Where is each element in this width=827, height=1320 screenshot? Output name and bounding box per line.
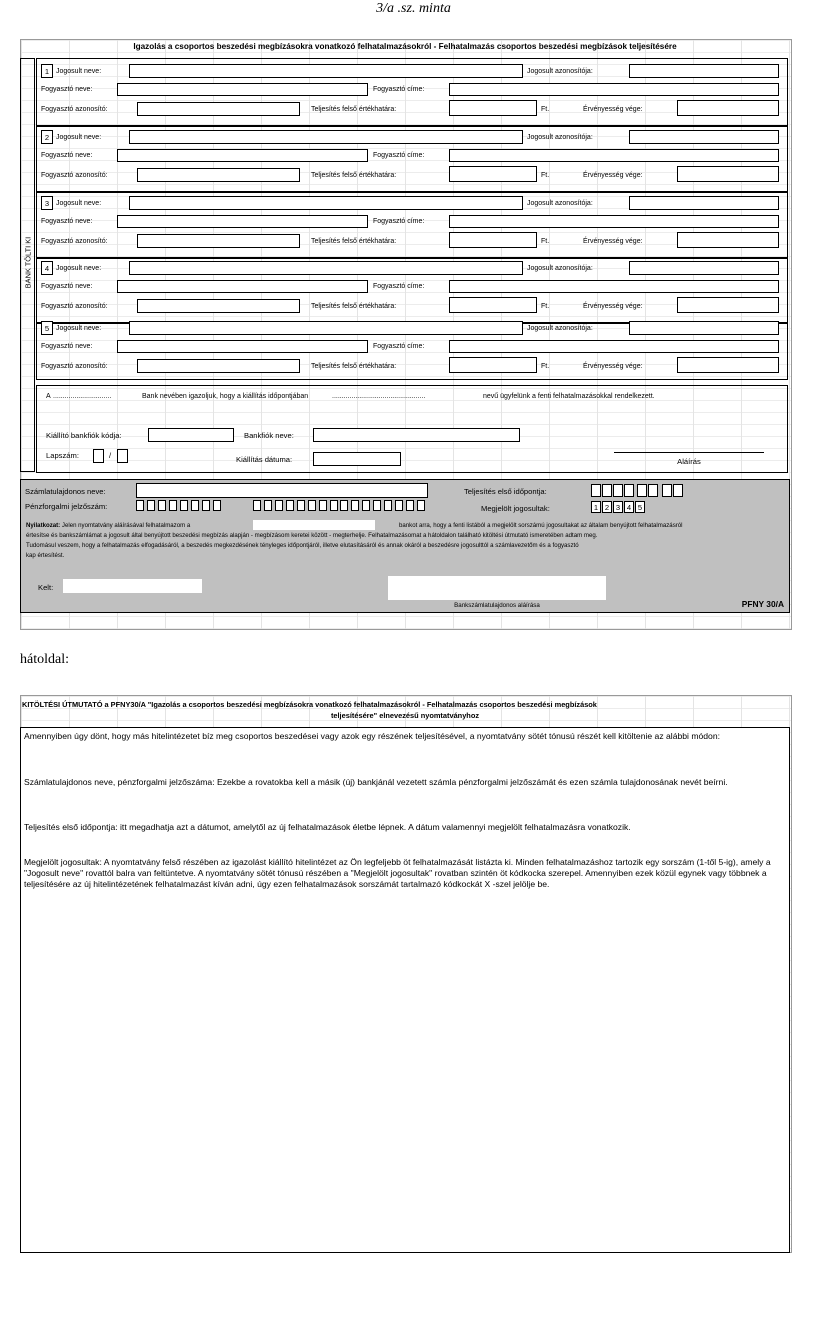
jogosult-neve-label: Jogosult neve: bbox=[56, 200, 102, 207]
fogyaszto-neve-field[interactable] bbox=[117, 215, 368, 228]
bankfiok-neve-field[interactable] bbox=[313, 428, 520, 442]
account-digit-cell[interactable] bbox=[373, 500, 381, 511]
declaration-3: Tudomásul veszem, hogy a felhatalmazás elfogadásáról, a beszedés megkezdésének tényleges időpontjáról, illetve elutasításáról és annak okáról a beszedésre jogosulttól a számlavezetőm és a fogyasztó bbox=[26, 542, 579, 549]
lapszam-slash: / bbox=[109, 451, 112, 460]
account-digit-cell[interactable] bbox=[362, 500, 370, 511]
ervenyesseg-vege-label: Érvényesség vége: bbox=[583, 238, 643, 245]
account-digit-cell[interactable] bbox=[351, 500, 359, 511]
account-digit-cell[interactable] bbox=[384, 500, 392, 511]
ft-label: Ft. bbox=[541, 106, 550, 113]
signature-line bbox=[614, 452, 764, 453]
fogyaszto-neve-field[interactable] bbox=[117, 149, 368, 162]
date-digit-cell[interactable] bbox=[637, 484, 647, 497]
account-digit-cell[interactable] bbox=[202, 500, 210, 511]
account-digit-cell[interactable] bbox=[286, 500, 294, 511]
ft-label: Ft. bbox=[541, 363, 550, 370]
declaration-4: kap értesítést. bbox=[26, 552, 65, 559]
form-code: PFNY 30/A bbox=[741, 599, 784, 609]
jogosult-azonositoja-label: Jogosult azonosítója: bbox=[527, 325, 593, 332]
code-cell-4[interactable]: 4 bbox=[624, 501, 634, 513]
jogosult-neve-field[interactable] bbox=[129, 130, 523, 144]
declaration-1a: Jelen nyomtatvány aláírásával felhatalmazom a bbox=[61, 522, 191, 529]
alairas-label: Aláírás bbox=[677, 457, 701, 466]
jogosult-azonositoja-label: Jogosult azonosítója: bbox=[527, 68, 593, 75]
account-digit-cell[interactable] bbox=[275, 500, 283, 511]
ervenyesseg-vege-label: Érvényesség vége: bbox=[583, 106, 643, 113]
jogosult-neve-field[interactable] bbox=[129, 196, 523, 210]
declaration-2: értesítse és bankszámlámat a jogosult által benyújtott beszedési megbízás alapján - megbízásom keretei között - megterhelje. Felhatalmazásomat a hátoldalon található kitöltési útmutató ismeretében adtam meg. bbox=[26, 532, 598, 539]
teljesites-felso-label: Teljesítés felső értékhatára: bbox=[311, 172, 397, 179]
account-digit-cell[interactable] bbox=[264, 500, 272, 511]
fogyaszto-azonosito-field[interactable] bbox=[137, 299, 300, 313]
fogyaszto-azonosito-field[interactable] bbox=[137, 234, 300, 248]
back-paragraph-3: Teljesítés első időpontja: itt megadhatja azt a dátumot, amelytől az új felhatalmazások életbe lépnek. A dátum valamennyi megjelölt felhatalmazásra vonatkozik. bbox=[24, 822, 631, 832]
ervenyesseg-vege-field[interactable] bbox=[677, 100, 779, 116]
entry-number-3: 3 bbox=[41, 196, 53, 210]
teljesites-felso-field[interactable] bbox=[449, 100, 537, 116]
kiallitas-datuma-label: Kiállítás dátuma: bbox=[236, 455, 293, 464]
declaration-bold: Nyilatkozat: bbox=[26, 522, 61, 529]
fogyaszto-azonosito-label: Fogyasztó azonosító: bbox=[41, 363, 108, 370]
back-paragraph-2: Számlatulajdonos neve, pénzforgalmi jelzőszáma: Ezekbe a rovatokba kell a másik (új) bankjánál vezetett számla pénzforgalmi jelzőszámát és ezen számla tulajdonosának nevét beírni. bbox=[24, 777, 728, 787]
teljesites-felso-field[interactable] bbox=[449, 232, 537, 248]
jogosult-neve-field[interactable] bbox=[129, 64, 523, 78]
date-digit-cell[interactable] bbox=[613, 484, 623, 497]
date-digit-cell[interactable] bbox=[624, 484, 634, 497]
entry-number-4: 4 bbox=[41, 261, 53, 275]
teljesites-felso-label: Teljesítés felső értékhatára: bbox=[311, 238, 397, 245]
teljesites-felso-label: Teljesítés felső értékhatára: bbox=[311, 303, 397, 310]
teljesites-felso-label: Teljesítés felső értékhatára: bbox=[311, 106, 397, 113]
teljesites-felso-field[interactable] bbox=[449, 357, 537, 373]
back-text-frame bbox=[20, 727, 790, 1253]
back-heading: hátoldal: bbox=[20, 652, 69, 667]
fogyaszto-azonosito-field[interactable] bbox=[137, 168, 300, 182]
date-digit-cell[interactable] bbox=[602, 484, 612, 497]
account-digit-cell[interactable] bbox=[213, 500, 221, 511]
certify-dots-2: ................................................ bbox=[332, 393, 426, 400]
entry-separator bbox=[36, 257, 788, 259]
ervenyesseg-vege-label: Érvényesség vége: bbox=[583, 303, 643, 310]
back-title-line2: teljesítésére" elnevezésű nyomtatványhoz bbox=[330, 711, 480, 720]
ervenyesseg-vege-field[interactable] bbox=[677, 297, 779, 313]
jogosult-neve-field[interactable] bbox=[129, 321, 523, 335]
fogyaszto-neve-label: Fogyasztó neve: bbox=[41, 218, 93, 225]
entry-number-5: 5 bbox=[41, 321, 53, 335]
ft-label: Ft. bbox=[541, 172, 550, 179]
teljesites-felso-label: Teljesítés felső értékhatára: bbox=[311, 363, 397, 370]
account-digit-cell[interactable] bbox=[158, 500, 166, 511]
fogyaszto-cime-label: Fogyasztó címe: bbox=[373, 283, 425, 290]
teljesites-felso-field[interactable] bbox=[449, 166, 537, 182]
date-digit-cell[interactable] bbox=[648, 484, 658, 497]
jogosult-azonositoja-field[interactable] bbox=[629, 321, 779, 335]
account-digit-cell[interactable] bbox=[395, 500, 403, 511]
fogyaszto-cime-label: Fogyasztó címe: bbox=[373, 343, 425, 350]
fogyaszto-cime-label: Fogyasztó címe: bbox=[373, 218, 425, 225]
teljesites-elso-label: Teljesítés első időpontja: bbox=[464, 487, 547, 496]
bank-side-label: BANK TÖLTI KI bbox=[23, 236, 33, 289]
date-digit-cell[interactable] bbox=[673, 484, 683, 497]
megjelolt-jogosultak-label: Megjelölt jogosultak: bbox=[481, 504, 550, 513]
fogyaszto-cime-label: Fogyasztó címe: bbox=[373, 152, 425, 159]
signature-caption: Bankszámlatulajdonos aláírása bbox=[454, 602, 540, 609]
sample-title: 3/a .sz. minta bbox=[376, 1, 451, 16]
code-cell-5[interactable]: 5 bbox=[635, 501, 645, 513]
back-title-line1: KITÖLTÉSI ÚTMUTATÓ a PFNY30/A "Igazolás a csoportos beszedési megbízásokra vonatkozó felhatalmazásokról - Felhatalmazás csoportos beszedési megbízások bbox=[22, 700, 597, 709]
fogyaszto-azonosito-label: Fogyasztó azonosító: bbox=[41, 303, 108, 310]
lapszam-label: Lapszám: bbox=[46, 451, 79, 460]
account-digit-cell[interactable] bbox=[147, 500, 155, 511]
date-digit-cell[interactable] bbox=[662, 484, 672, 497]
account-digit-cell[interactable] bbox=[406, 500, 414, 511]
jogosult-azonositoja-field[interactable] bbox=[629, 130, 779, 144]
code-cell-3[interactable]: 3 bbox=[613, 501, 623, 513]
jogosult-azonositoja-field[interactable] bbox=[629, 64, 779, 78]
lapszam-field-1[interactable] bbox=[93, 449, 104, 463]
account-digit-cell[interactable] bbox=[417, 500, 425, 511]
fogyaszto-cime-field[interactable] bbox=[449, 215, 779, 228]
account-digit-cell[interactable] bbox=[319, 500, 327, 511]
back-paragraph-1: Amennyiben úgy dönt, hogy más hitelintézetet bíz meg csoportos beszedései vagy azok egy részének teljesítésével, a nyomtatvány sötét tónusú részét kell kitöltenie az alábbi módon: bbox=[24, 731, 721, 741]
szamlatulajdonos-neve-label: Számlatulajdonos neve: bbox=[25, 487, 106, 496]
jogosult-azonositoja-field[interactable] bbox=[629, 261, 779, 275]
ervenyesseg-vege-field[interactable] bbox=[677, 166, 779, 182]
kiallito-kodja-label: Kiállító bankfiók kódja: bbox=[46, 431, 122, 440]
fogyaszto-cime-label: Fogyasztó címe: bbox=[373, 86, 425, 93]
fogyaszto-cime-field[interactable] bbox=[449, 340, 779, 353]
account-digit-cell[interactable] bbox=[191, 500, 199, 511]
account-digit-cell[interactable] bbox=[340, 500, 348, 511]
jogosult-neve-label: Jogosult neve: bbox=[56, 325, 102, 332]
account-digit-cell[interactable] bbox=[169, 500, 177, 511]
penzforgalmi-jelzoszam-label: Pénzforgalmi jelzőszám: bbox=[25, 502, 108, 511]
code-cell-2[interactable]: 2 bbox=[602, 501, 612, 513]
fogyaszto-neve-label: Fogyasztó neve: bbox=[41, 283, 93, 290]
fogyaszto-cime-field[interactable] bbox=[449, 149, 779, 162]
ervenyesseg-vege-label: Érvényesség vége: bbox=[583, 172, 643, 179]
ft-label: Ft. bbox=[541, 238, 550, 245]
account-digit-cell[interactable] bbox=[308, 500, 316, 511]
jogosult-azonositoja-label: Jogosult azonosítója: bbox=[527, 265, 593, 272]
jogosult-azonositoja-label: Jogosult azonosítója: bbox=[527, 200, 593, 207]
ervenyesseg-vege-field[interactable] bbox=[677, 357, 779, 373]
certify-a: A bbox=[46, 393, 51, 400]
bank-name-blank[interactable] bbox=[253, 520, 375, 530]
kiallito-kodja-field[interactable] bbox=[148, 428, 234, 442]
kelt-field[interactable] bbox=[63, 579, 202, 593]
fogyaszto-neve-label: Fogyasztó neve: bbox=[41, 152, 93, 159]
fogyaszto-azonosito-label: Fogyasztó azonosító: bbox=[41, 172, 108, 179]
account-digit-cell[interactable] bbox=[253, 500, 261, 511]
fogyaszto-neve-label: Fogyasztó neve: bbox=[41, 343, 93, 350]
fogyaszto-cime-field[interactable] bbox=[449, 83, 779, 96]
declaration-1b: bankot arra, hogy a fenti listából a megjelölt sorszámú jogosultakat az általam benyújtott felhatalmazásról bbox=[399, 522, 683, 529]
kiallitas-datuma-field[interactable] bbox=[313, 452, 401, 466]
certify-dots-1: .............................. bbox=[53, 393, 112, 400]
code-cell-1[interactable]: 1 bbox=[591, 501, 601, 513]
fogyaszto-azonosito-label: Fogyasztó azonosító: bbox=[41, 106, 108, 113]
entry-number-2: 2 bbox=[41, 130, 53, 144]
certify-text-c: nevű ügyfelünk a fenti felhatalmazásokkal rendelkezett. bbox=[483, 393, 655, 400]
jogosult-neve-field[interactable] bbox=[129, 261, 523, 275]
account-digit-cell[interactable] bbox=[180, 500, 188, 511]
jogosult-neve-label: Jogosult neve: bbox=[56, 68, 102, 75]
front-title: Igazolás a csoportos beszedési megbízásokra vonatkozó felhatalmazásokról - Felhatalmazás csoportos beszedési megbízások teljesítésére bbox=[133, 42, 677, 51]
account-digit-cell[interactable] bbox=[297, 500, 305, 511]
account-digit-cell[interactable] bbox=[136, 500, 144, 511]
fogyaszto-neve-field[interactable] bbox=[117, 340, 368, 353]
ervenyesseg-vege-label: Érvényesség vége: bbox=[583, 363, 643, 370]
kelt-label: Kelt: bbox=[38, 583, 54, 592]
fogyaszto-azonosito-label: Fogyasztó azonosító: bbox=[41, 238, 108, 245]
jogosult-azonositoja-label: Jogosult azonosítója: bbox=[527, 134, 593, 141]
account-digit-cell[interactable] bbox=[330, 500, 338, 511]
jogosult-neve-label: Jogosult neve: bbox=[56, 265, 102, 272]
jogosult-azonositoja-field[interactable] bbox=[629, 196, 779, 210]
date-digit-cell[interactable] bbox=[591, 484, 601, 497]
szamlatulajdonos-neve-field[interactable] bbox=[136, 483, 428, 498]
owner-signature-field[interactable] bbox=[388, 576, 606, 600]
certify-text-b: Bank nevében igazoljuk, hogy a kiállítás időpontjában bbox=[142, 393, 309, 400]
back-paragraph-4: Megjelölt jogosultak: A nyomtatvány felső részében az igazolást kiállító hitelintézet az Ön legfeljebb öt felhatalmazását listázta ki. Minden felhatalmazáshoz tartozik egy sorszám (1-től 5-ig), amely a "Jogosult neve" rovattól balra van feltüntetve. A nyomtatvány sötét tónusú részében a "Megjelölt jogosultak" rovatban szintén öt kódkocka szerepel. Amennyiben ezek közül egynek vagy többnek a teljesítésére az új hitelintézetének felhatalmazást kíván adni, úgy ezen felhatalmazások sorszámát tartalmazó kódkockát X -szel jelölje be. bbox=[24, 857, 771, 889]
fogyaszto-neve-field[interactable] bbox=[117, 280, 368, 293]
fogyaszto-neve-field[interactable] bbox=[117, 83, 368, 96]
fogyaszto-cime-field[interactable] bbox=[449, 280, 779, 293]
jogosult-neve-label: Jogosult neve: bbox=[56, 134, 102, 141]
ervenyesseg-vege-field[interactable] bbox=[677, 232, 779, 248]
bankfiok-neve-label: Bankfiók neve: bbox=[244, 431, 294, 440]
lapszam-field-2[interactable] bbox=[117, 449, 128, 463]
entry-number-1: 1 bbox=[41, 64, 53, 78]
ft-label: Ft. bbox=[541, 303, 550, 310]
entry-separator bbox=[36, 125, 788, 127]
teljesites-felso-field[interactable] bbox=[449, 297, 537, 313]
fogyaszto-neve-label: Fogyasztó neve: bbox=[41, 86, 93, 93]
entry-separator bbox=[36, 191, 788, 193]
fogyaszto-azonosito-field[interactable] bbox=[137, 359, 300, 373]
fogyaszto-azonosito-field[interactable] bbox=[137, 102, 300, 116]
